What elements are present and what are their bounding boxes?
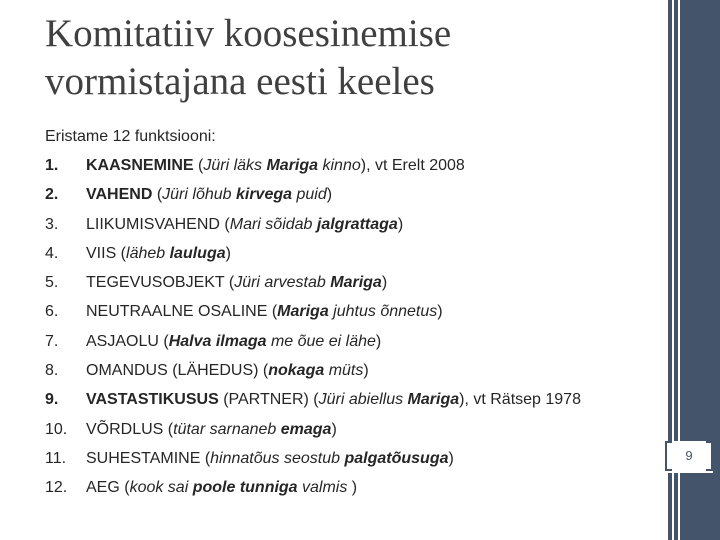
list-item-fragment: VÕRDLUS ( xyxy=(86,420,174,438)
list-item-fragment: VASTASTIKUSUS xyxy=(86,391,219,409)
list-item xyxy=(45,268,655,297)
list-item-fragment: AEG ( xyxy=(86,479,130,497)
list-item xyxy=(45,210,655,239)
slide-title xyxy=(45,10,655,106)
title-line-2: vormistajana eesti keeles xyxy=(45,60,435,103)
list-item-fragment: Mariga xyxy=(277,303,329,321)
list-item-text xyxy=(86,444,454,473)
list-item xyxy=(45,473,655,502)
list-item-fragment: Mariga xyxy=(407,391,460,409)
list-item-fragment: VAHEND xyxy=(86,186,153,204)
title-line-1: Komitatiiv koosesinemise xyxy=(45,12,452,55)
list-item xyxy=(45,356,655,385)
list-item-fragment: poole tunniga xyxy=(192,479,298,497)
list-item-fragment: (PARTNER) ( xyxy=(218,391,319,409)
list-item-fragment: me õue ei lähe xyxy=(266,332,376,350)
list-item-text xyxy=(86,297,443,326)
list-item-fragment: SUHESTAMINE ( xyxy=(86,449,211,467)
list-item-fragment: lauluga xyxy=(169,244,226,262)
list-item-fragment: ( xyxy=(152,186,163,204)
list-item-fragment: Mari sõidab xyxy=(229,215,317,233)
list-item xyxy=(45,239,655,268)
list-item-text xyxy=(86,327,381,356)
list-item-fragment: ) xyxy=(347,479,358,497)
list-item-fragment: Mariga xyxy=(330,274,382,292)
list-item-fragment: emaga xyxy=(280,420,332,438)
list-item xyxy=(45,385,655,414)
list-item-fragment: ( xyxy=(193,157,204,174)
list-item-fragment: kinno xyxy=(318,157,361,174)
list-item-fragment: puid xyxy=(292,186,327,204)
slide-number-badge xyxy=(665,441,713,473)
list-item-number: 11. xyxy=(45,449,67,467)
list-item-text xyxy=(86,210,403,239)
list-item-number: 5. xyxy=(45,274,59,292)
list-item-fragment: ), vt Erelt 2008 xyxy=(360,157,465,174)
list-item xyxy=(45,444,655,473)
list-item-number: 9. xyxy=(45,391,59,409)
list-item-fragment: palgatõusuga xyxy=(344,449,449,467)
list-item-text xyxy=(86,151,465,180)
list-item-fragment: ) xyxy=(363,362,369,380)
list-item-fragment: KAASNEMINE xyxy=(86,157,194,174)
list-item-number: 12. xyxy=(45,479,68,497)
list-item-fragment: ) xyxy=(375,332,382,350)
list-item-number: 1. xyxy=(45,157,59,174)
list-item xyxy=(45,415,655,444)
list-item-number: 7. xyxy=(45,332,59,350)
list-item-fragment: jalgrattaga xyxy=(316,215,398,233)
slide-number: 9 xyxy=(685,448,693,463)
list-item-fragment: müts xyxy=(324,362,364,380)
list-item-fragment: ) xyxy=(225,244,231,262)
intro-text: Eristame 12 funktsiooni: xyxy=(45,128,216,145)
function-list xyxy=(45,151,655,503)
list-item-fragment: Jüri läks xyxy=(203,157,267,174)
list-item-fragment: juhtus õnnetus xyxy=(328,303,438,321)
list-item-fragment: ) xyxy=(437,303,443,321)
slide-body xyxy=(45,122,655,503)
list-item-fragment: ) xyxy=(448,449,454,467)
bracket-right-icon xyxy=(706,441,713,471)
list-item-text xyxy=(86,356,369,385)
list-item-text xyxy=(86,415,337,444)
list-item-fragment: nokaga xyxy=(268,362,325,380)
list-item-fragment: ) xyxy=(326,186,333,204)
list-item-number: 4. xyxy=(45,244,59,262)
list-item xyxy=(45,151,655,180)
list-item-fragment: Jüri arvestab xyxy=(234,274,331,292)
list-item-fragment: ) xyxy=(331,420,337,438)
list-item-fragment: TEGEVUSOBJEKT ( xyxy=(86,274,235,292)
list-item-fragment: kirvega xyxy=(235,186,293,204)
list-item-fragment: valmis xyxy=(297,479,348,497)
list-item-number: 8. xyxy=(45,362,59,380)
list-item-number: 10. xyxy=(45,420,68,438)
list-item-fragment: ASJAOLU ( xyxy=(86,332,169,350)
list-item-fragment: Halva ilmaga xyxy=(168,332,267,350)
list-item-fragment: NEUTRAALNE OSALINE ( xyxy=(86,303,278,321)
list-item-fragment: ), vt Rätsep 1978 xyxy=(459,391,581,409)
list-item-text xyxy=(86,239,231,268)
list-item-fragment: tütar sarnaneb xyxy=(173,420,281,438)
list-item-fragment: OMANDUS (LÄHEDUS) ( xyxy=(86,362,269,380)
list-item-fragment: hinnatõus seostub xyxy=(210,449,345,467)
list-item-fragment: Jüri abiellus xyxy=(318,391,408,409)
list-item-text xyxy=(86,473,357,502)
list-item-text xyxy=(86,385,581,414)
list-item-number: 2. xyxy=(45,186,59,204)
list-item-fragment: ) xyxy=(381,274,388,292)
list-item-fragment: kook sai xyxy=(129,479,193,497)
list-item-fragment: läheb xyxy=(126,244,170,262)
list-item xyxy=(45,297,655,326)
list-item-fragment: Mariga xyxy=(266,157,319,174)
list-item-fragment: VIIS ( xyxy=(86,244,127,262)
list-item-fragment: Jüri lõhub xyxy=(162,186,236,204)
list-item-fragment: ) xyxy=(397,215,404,233)
list-item-fragment: LIIKUMISVAHEND ( xyxy=(86,215,230,233)
list-item xyxy=(45,180,655,209)
list-item-text xyxy=(86,268,387,297)
list-item-number: 6. xyxy=(45,303,59,321)
list-item xyxy=(45,327,655,356)
list-item-text xyxy=(86,180,332,209)
list-item-number: 3. xyxy=(45,215,59,233)
